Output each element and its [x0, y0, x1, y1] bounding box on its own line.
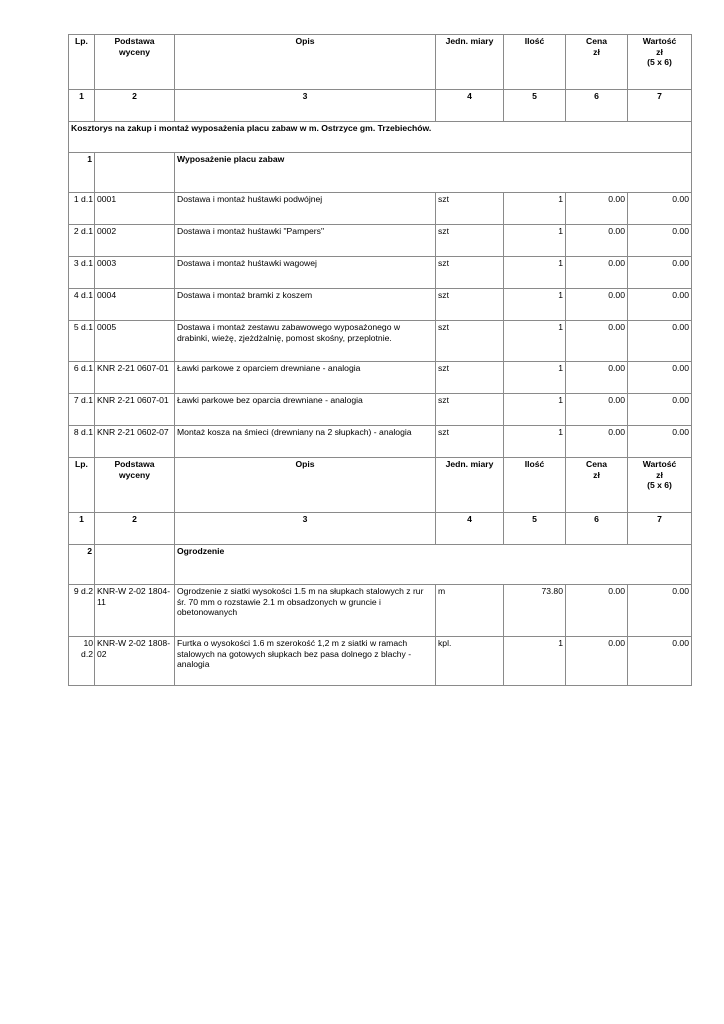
row-price: 0.00 — [566, 321, 628, 362]
column-number: 3 — [175, 90, 436, 122]
header-price: Cena zł — [566, 35, 628, 90]
row-lp: 8 d.1 — [69, 426, 95, 458]
header-description: Opis — [175, 35, 436, 90]
row-lp: 4 d.1 — [69, 289, 95, 321]
table-row — [69, 321, 692, 362]
row-lp: 3 d.1 — [69, 257, 95, 289]
header-value: Wartość zł (5 x 6) — [628, 35, 692, 90]
row-basis: 0002 — [95, 225, 175, 257]
section-name: Wyposażenie placu zabaw — [175, 153, 692, 193]
row-quantity: 1 — [504, 362, 566, 394]
row-basis: KNR 2-21 0602-07 — [95, 426, 175, 458]
row-value: 0.00 — [628, 585, 692, 637]
row-value: 0.00 — [628, 257, 692, 289]
row-description: Dostawa i montaż huśtawki wagowej — [175, 257, 436, 289]
row-value: 0.00 — [628, 426, 692, 458]
section-row — [69, 545, 692, 585]
section-row — [69, 153, 692, 193]
column-number: 4 — [436, 513, 504, 545]
row-price: 0.00 — [566, 289, 628, 321]
column-number-row-repeat — [69, 513, 692, 545]
row-lp: 2 d.1 — [69, 225, 95, 257]
column-number: 3 — [175, 513, 436, 545]
table-header-row-repeat — [69, 458, 692, 513]
column-number: 6 — [566, 90, 628, 122]
table-row — [69, 225, 692, 257]
column-number-row — [69, 90, 692, 122]
row-value: 0.00 — [628, 225, 692, 257]
table-header-row — [69, 35, 692, 90]
column-number: 2 — [95, 513, 175, 545]
row-price: 0.00 — [566, 362, 628, 394]
table-row — [69, 637, 692, 686]
row-lp: 9 d.2 — [69, 585, 95, 637]
row-unit: szt — [436, 289, 504, 321]
row-value: 0.00 — [628, 637, 692, 686]
column-number: 6 — [566, 513, 628, 545]
row-quantity: 1 — [504, 426, 566, 458]
row-quantity: 1 — [504, 321, 566, 362]
row-quantity: 1 — [504, 637, 566, 686]
header-price: Cena zł — [566, 458, 628, 513]
row-price: 0.00 — [566, 193, 628, 225]
row-lp: 6 d.1 — [69, 362, 95, 394]
row-price: 0.00 — [566, 257, 628, 289]
row-basis: KNR 2-21 0607-01 — [95, 394, 175, 426]
row-description: Ogrodzenie z siatki wysokości 1.5 m na słupkach stalowych z rur śr. 70 mm o rozstawie 2.1 m obsadzonych w gruncie i obetonowanych — [175, 585, 436, 637]
row-price: 0.00 — [566, 426, 628, 458]
column-number: 2 — [95, 90, 175, 122]
row-quantity: 1 — [504, 394, 566, 426]
section-number: 2 — [69, 545, 95, 585]
header-basis: Podstawa wyceny — [95, 458, 175, 513]
header-unit: Jedn. miary — [436, 35, 504, 90]
row-quantity: 1 — [504, 193, 566, 225]
row-basis: KNR-W 2-02 1808-02 — [95, 637, 175, 686]
column-number: 7 — [628, 90, 692, 122]
section-name: Ogrodzenie — [175, 545, 692, 585]
estimate-title: Kosztorys na zakup i montaż wyposażenia placu zabaw w m. Ostrzyce gm. Trzebiechów. — [69, 122, 692, 153]
header-lp: Lp. — [69, 458, 95, 513]
row-price: 0.00 — [566, 585, 628, 637]
cost-estimate-table — [68, 34, 692, 686]
section-number: 1 — [69, 153, 95, 193]
row-description: Dostawa i montaż huśtawki podwójnej — [175, 193, 436, 225]
header-quantity: Ilość — [504, 35, 566, 90]
column-number: 7 — [628, 513, 692, 545]
row-lp: 10 d.2 — [69, 637, 95, 686]
estimate-title-row — [69, 122, 692, 153]
row-quantity: 1 — [504, 225, 566, 257]
header-unit: Jedn. miary — [436, 458, 504, 513]
row-unit: szt — [436, 426, 504, 458]
row-unit: szt — [436, 362, 504, 394]
column-number: 4 — [436, 90, 504, 122]
header-description: Opis — [175, 458, 436, 513]
row-basis: 0004 — [95, 289, 175, 321]
table-row — [69, 193, 692, 225]
table-row — [69, 257, 692, 289]
table-row — [69, 585, 692, 637]
row-unit: szt — [436, 394, 504, 426]
row-value: 0.00 — [628, 321, 692, 362]
row-description: Ławki parkowe z oparciem drewniane - analogia — [175, 362, 436, 394]
row-unit: m — [436, 585, 504, 637]
row-quantity: 1 — [504, 289, 566, 321]
column-number: 1 — [69, 90, 95, 122]
row-price: 0.00 — [566, 394, 628, 426]
header-value: Wartość zł (5 x 6) — [628, 458, 692, 513]
column-number: 5 — [504, 513, 566, 545]
row-basis: 0005 — [95, 321, 175, 362]
table-row — [69, 362, 692, 394]
row-price: 0.00 — [566, 637, 628, 686]
section-basis-empty — [95, 153, 175, 193]
row-unit: szt — [436, 321, 504, 362]
header-lp: Lp. — [69, 35, 95, 90]
row-value: 0.00 — [628, 394, 692, 426]
row-description: Dostawa i montaż huśtawki "Pampers" — [175, 225, 436, 257]
row-lp: 1 d.1 — [69, 193, 95, 225]
row-lp: 7 d.1 — [69, 394, 95, 426]
row-basis: 0003 — [95, 257, 175, 289]
section-basis-empty — [95, 545, 175, 585]
row-description: Dostawa i montaż zestawu zabawowego wyposażonego w drabinki, wieżę, zjeżdżalnię, pomost skośny, przeplotnie. — [175, 321, 436, 362]
row-price: 0.00 — [566, 225, 628, 257]
row-basis: 0001 — [95, 193, 175, 225]
row-basis: KNR-W 2-02 1804-11 — [95, 585, 175, 637]
header-quantity: Ilość — [504, 458, 566, 513]
row-value: 0.00 — [628, 289, 692, 321]
header-basis: Podstawa wyceny — [95, 35, 175, 90]
column-number: 1 — [69, 513, 95, 545]
table-row — [69, 426, 692, 458]
row-lp: 5 d.1 — [69, 321, 95, 362]
row-description: Ławki parkowe bez oparcia drewniane - analogia — [175, 394, 436, 426]
row-unit: szt — [436, 257, 504, 289]
row-description: Dostawa i montaż bramki z koszem — [175, 289, 436, 321]
row-unit: szt — [436, 193, 504, 225]
row-basis: KNR 2-21 0607-01 — [95, 362, 175, 394]
row-quantity: 1 — [504, 257, 566, 289]
column-number: 5 — [504, 90, 566, 122]
row-value: 0.00 — [628, 193, 692, 225]
table-row — [69, 394, 692, 426]
row-description: Montaż kosza na śmieci (drewniany na 2 słupkach) - analogia — [175, 426, 436, 458]
row-unit: kpl. — [436, 637, 504, 686]
table-row — [69, 289, 692, 321]
row-unit: szt — [436, 225, 504, 257]
row-quantity: 73.80 — [504, 585, 566, 637]
row-value: 0.00 — [628, 362, 692, 394]
row-description: Furtka o wysokości 1.6 m szerokość 1,2 m z siatki w ramach stalowych na gotowych słupkach bez pasa dolnego z blachy - analogia — [175, 637, 436, 686]
